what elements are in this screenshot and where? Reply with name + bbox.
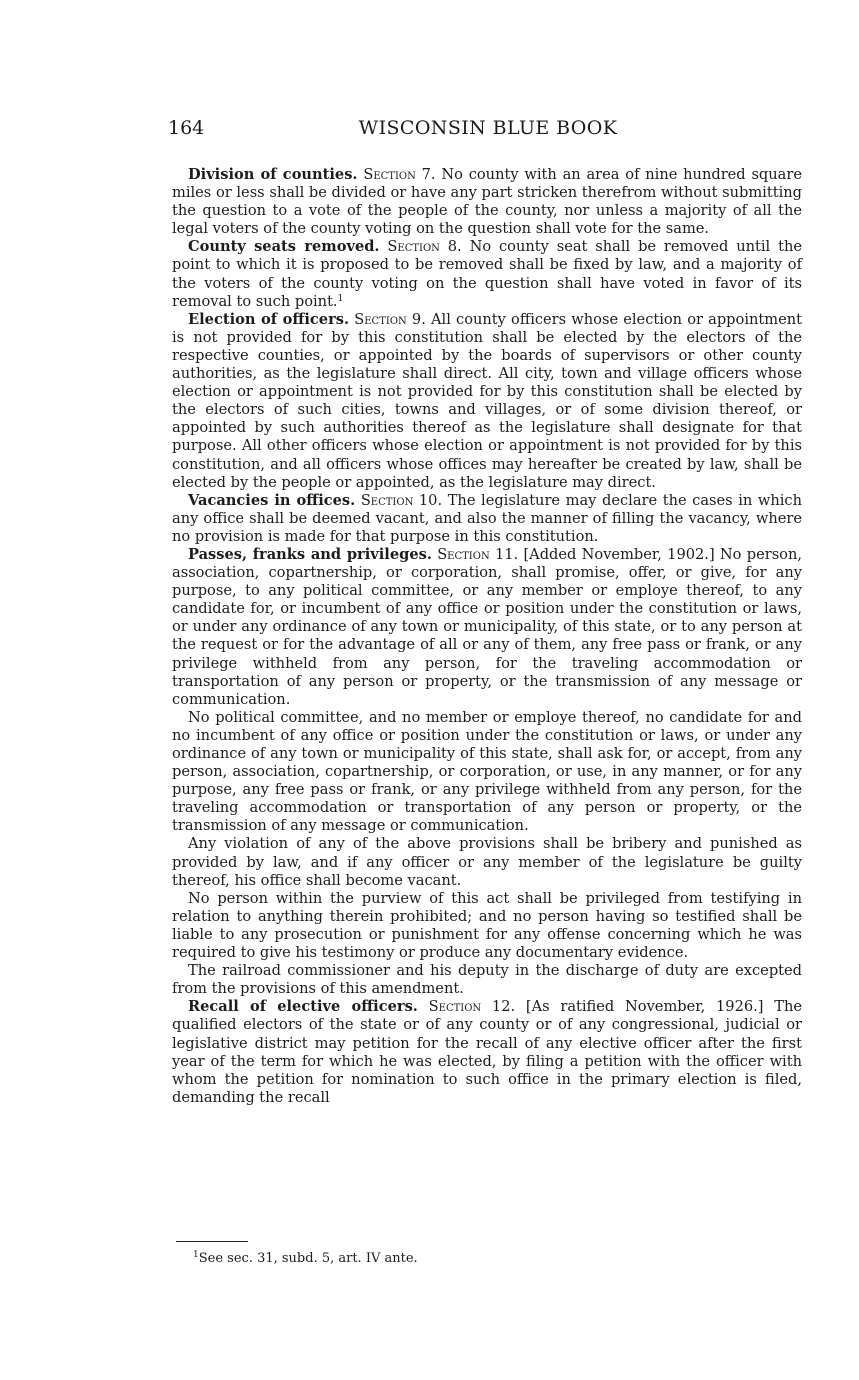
section-number: Section 10. (360, 491, 443, 509)
body-paragraph: Any violation of any of the above provisions shall be bribery and punished as provided by law, and if any officer or any member of the legislature be guilty thereof, his office shall become vacant. (172, 835, 802, 889)
footnote-reference: 1 (337, 293, 344, 304)
section-text: No county with an area of nine hundred square miles or less shall be divided or have any part stricken therefrom without submitting the question to a vote of the people of the county, nor unless a majority of all the legal voters of the county voting on the question shall vote for the same. (172, 166, 802, 238)
section-text: [As ratified November, 1926.] The qualified electors of the state or of any county or of any congressional, judicial or legislative district may petition for the recall of any elective officer after the first year of the term for which he was elected, by filing a petition with the officer with whom the petition for nomination to such office in the primary election is filed, demanding the recall (172, 998, 803, 1106)
page-body (172, 166, 802, 1107)
page-number: 164 (168, 117, 205, 139)
footnote-divider (176, 1241, 248, 1242)
section-number: Section 9. (354, 310, 426, 328)
page-header (168, 117, 808, 141)
section-heading: Recall of elective officers. (188, 998, 418, 1016)
section-7-paragraph (172, 166, 802, 238)
section-text: No county seat shall be removed until the point to which it is proposed to be removed shall be fixed by law, and a majority of the voters of the county voting on the question shall have voted in favor of its removal to such point. (172, 238, 802, 310)
section-text: [Added November, 1902.] No person, association, copartnership, or corporation, shall promise, offer, or give, for any purpose, to any political committee, or any member or employe thereof, to any candidate for, or incumbent of any office or position under the constitution or laws, or under any ordinance of any town or municipality, of this state, or to any person at the request or for the advantage of all or any of them, any free pass or frank, or any privilege withheld from any person, for the traveling accommodation or transportation of any person or property, or the transmission of any message or communication. (172, 545, 803, 708)
footnote (193, 1250, 418, 1267)
body-paragraph: No person within the purview of this act shall be privileged from testifying in relation to anything therein prohibited; and no person having so testified shall be liable to any prosecution or punishment for any offense concerning which he was required to give his testimony or produce any documentary evidence. (172, 889, 802, 962)
section-heading: Passes, franks and privileges. (188, 545, 432, 563)
body-paragraph: No political committee, and no member or employe thereof, no candidate for and no incumbent of any office or position under the constitution or laws, or under any ordinance of any town or municipality of this state, shall ask for, or accept, from any person, association, copartnership, or corporation, or use, in any manner, or for any purpose, any free pass or frank, or any privilege withheld from any person, for the traveling accommodation or transportation of any person or property, or the transmission of any message or communication. (172, 708, 802, 835)
section-heading: Vacancies in offices. (188, 491, 356, 509)
section-8-paragraph (172, 238, 802, 310)
running-head: WISCONSIN BLUE BOOK (358, 117, 618, 139)
section-12-paragraph (172, 998, 802, 1107)
section-number: Section 8. (387, 238, 462, 256)
section-9-paragraph (172, 311, 802, 492)
footnote-marker: 1 (193, 1250, 199, 1260)
section-heading: Division of counties. (188, 166, 358, 183)
section-text: The legislature may declare the cases in which any office shall be deemed vacant, and also the manner of filling the vacancy, where no provision is made for that purpose in this constitution. (172, 491, 802, 545)
section-number: Section 7. (363, 166, 436, 183)
section-text: All county officers whose election or appointment is not provided for by this constitution shall be elected by the electors of the respective counties, or appointed by the boards of supervisors or other county authorities, as the legislature shall direct. All city, town and village officers whose election or appointment is not provided for by this constitution shall be elected by the electors of such cities, towns and villages, or of some division thereof, or appointed by such authorities thereof as the legislature shall designate for that purpose. All other officers whose election or appointment is not provided for by this constitution, and all officers whose offices may hereafter be created by law, shall be elected by the people or appointed, as the legislature may direct. (172, 310, 802, 491)
footnote-text: See sec. 31, subd. 5, art. IV ante. (198, 1251, 418, 1266)
section-11-paragraph (172, 546, 802, 709)
section-number: Section 12. (428, 998, 516, 1016)
section-number: Section 11. (437, 545, 519, 563)
section-10-paragraph (172, 492, 802, 546)
section-heading: County seats removed. (188, 238, 380, 256)
section-heading: Election of officers. (188, 310, 350, 328)
body-paragraph: The railroad commissioner and his deputy in the discharge of duty are excepted from the provisions of this amendment. (172, 962, 802, 998)
